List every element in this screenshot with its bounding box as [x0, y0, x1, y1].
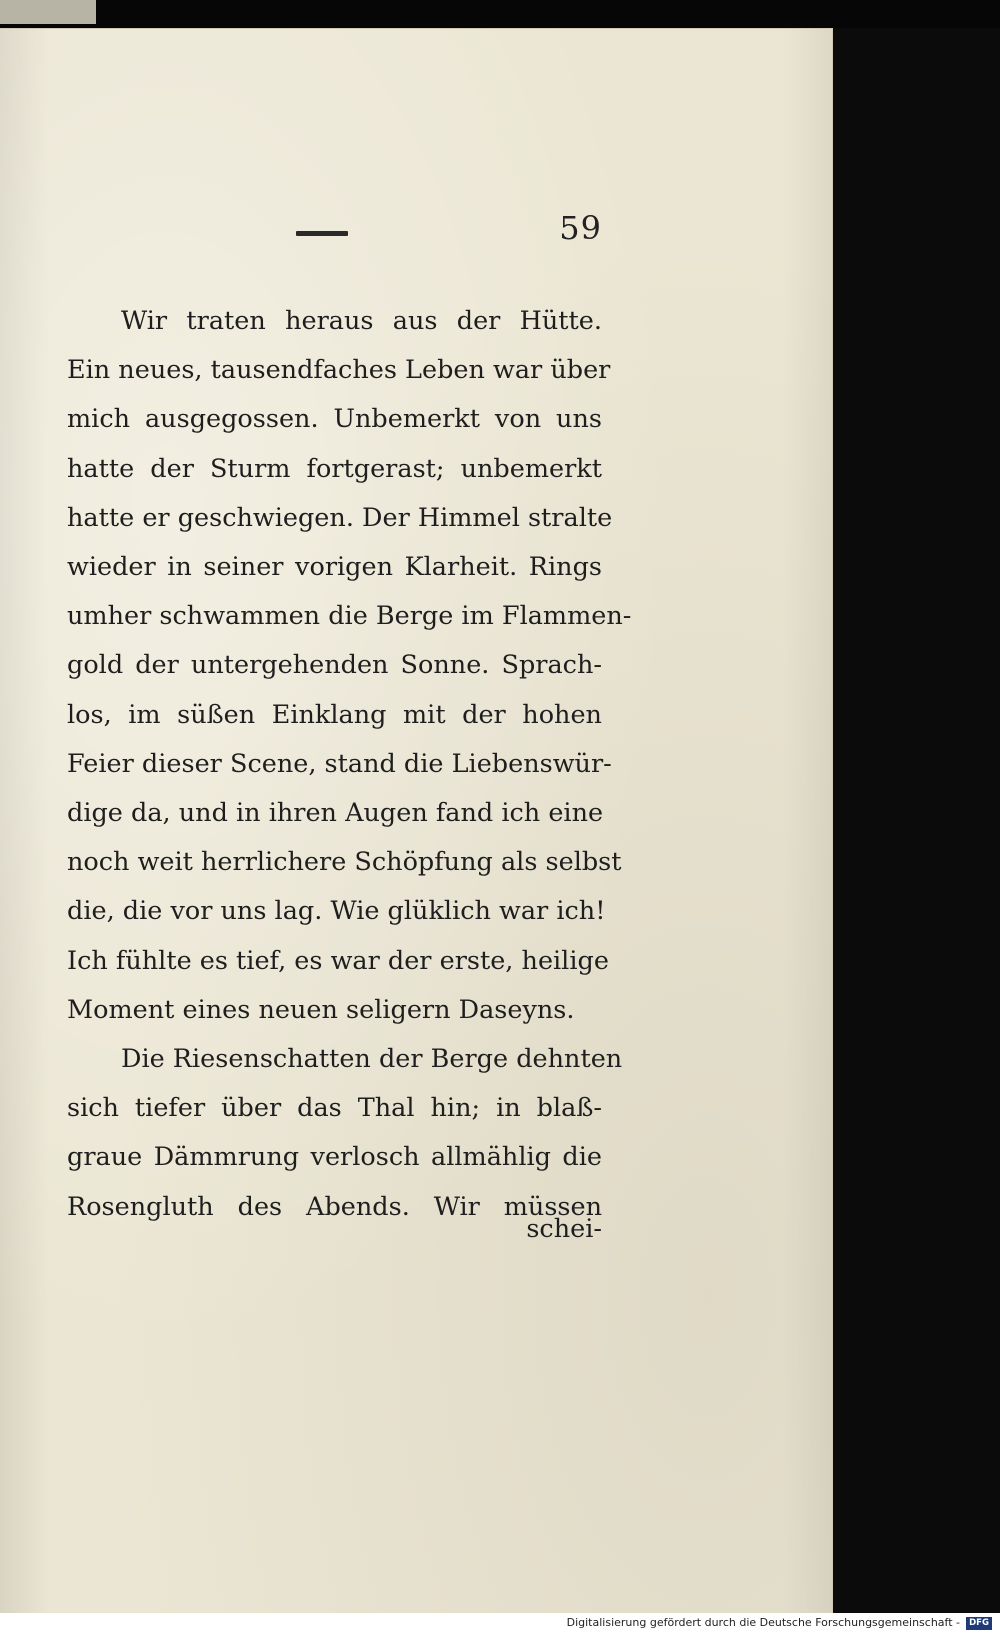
- text-line: Wir traten heraus aus der Hütte.: [121, 306, 602, 336]
- scan-top-edge: [0, 0, 1000, 28]
- text-line: sich tiefer über das Thal hin; in blaß-: [67, 1093, 602, 1124]
- text-line: hatte der Sturm fortgerast; unbemerkt: [67, 453, 602, 484]
- text-line: Rosengluth des Abends. Wir müssen: [67, 1191, 602, 1222]
- page-header: [292, 207, 602, 257]
- dfg-logo: DFG: [966, 1617, 992, 1630]
- text-line: Feier dieser Scene, stand die Liebenswür-: [67, 748, 612, 779]
- text-line: los, im süßen Einklang mit der hohen: [67, 699, 602, 730]
- page-number: 59: [559, 209, 602, 247]
- text-line: die, die vor uns lag. Wie glüklich war ich!: [67, 896, 606, 927]
- text-line: wieder in seiner vorigen Klarheit. Rings: [67, 552, 602, 583]
- text-line: gold der untergehenden Sonne. Sprach-: [67, 650, 602, 681]
- text-line: dige da, und in ihren Augen fand ich eine: [67, 798, 604, 829]
- text-line: Ein neues, tausendfaches Leben war über: [67, 355, 611, 386]
- text-line: Die Riesenschatten der Berge dehnten: [121, 1044, 623, 1075]
- digitization-footer: [0, 1613, 1000, 1635]
- body-text: [67, 297, 632, 1232]
- book-page: [0, 28, 833, 1614]
- footer-credit: Digitalisierung gefördert durch die Deutsche Forschungsgemeinschaft -: [566, 1616, 960, 1629]
- text-line: Moment eines neuen seligern Daseyns.: [67, 994, 575, 1025]
- text-line: umher schwammen die Berge im Flammen-: [67, 601, 632, 632]
- text-line: Ich fühlte es tief, es war der erste, heilige: [67, 945, 609, 976]
- text-line: hatte er geschwiegen. Der Himmel stralte: [67, 502, 613, 533]
- text-line: noch weit herrlichere Schöpfung als selbst: [67, 847, 622, 878]
- catchword-row: [67, 1205, 602, 1255]
- header-rule: [296, 231, 348, 236]
- text-line: graue Dämmrung verlosch allmählig die: [67, 1142, 602, 1173]
- scan-edge-tag: [0, 0, 96, 24]
- text-line: mich ausgegossen. Unbemerkt von uns: [67, 404, 602, 435]
- catchword: schei-: [526, 1214, 602, 1244]
